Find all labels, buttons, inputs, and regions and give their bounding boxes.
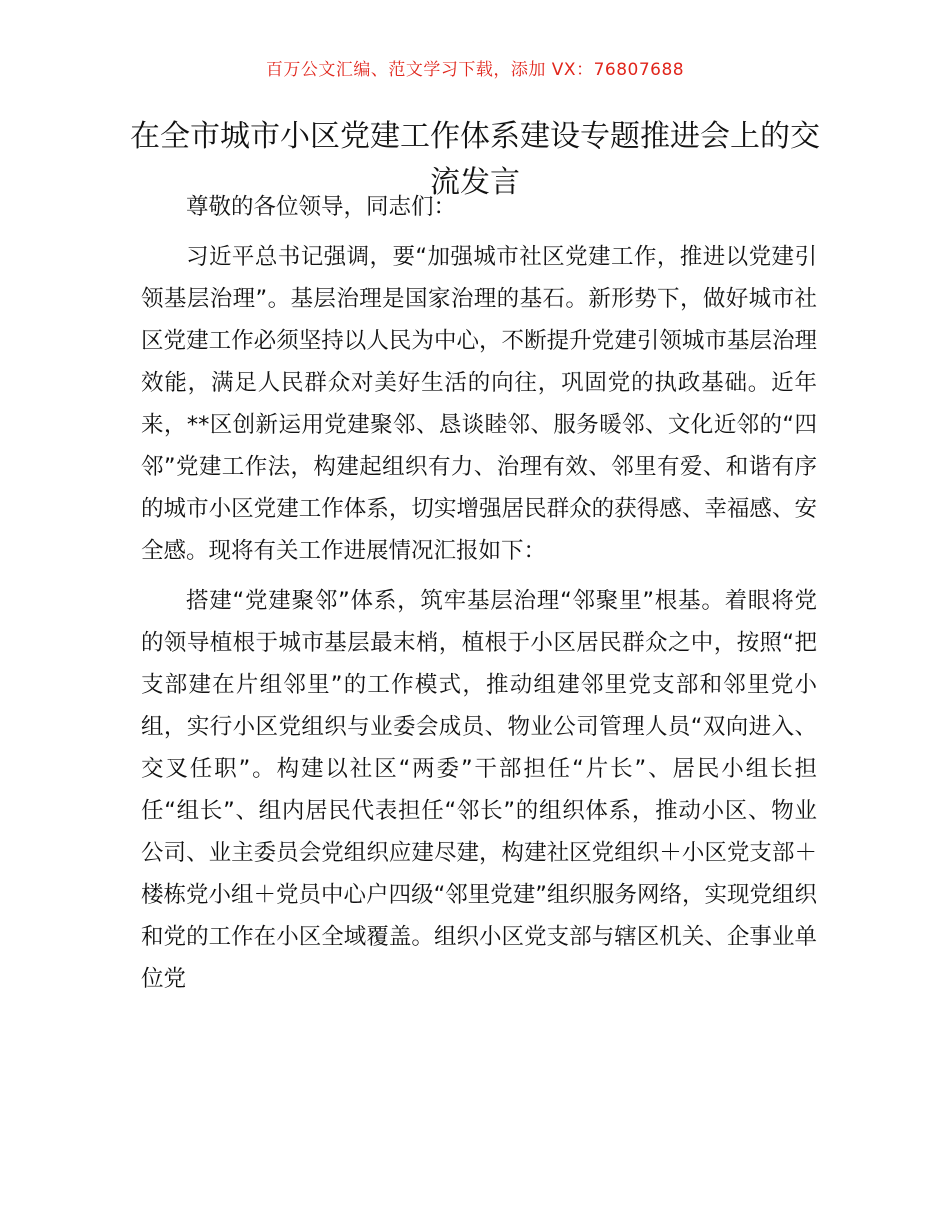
paragraph-party-building: 搭建“党建聚邻”体系，筑牢基层治理“邻聚里”根基。着眼将党的领导植根于城市基层最末梢，植根于小区居民群众之中，按照“把支部建在片组邻里”的工作模式，推动组建邻里党支部和邻里党小组，实行小区党组织与业委会成员、物业公司管理人员“双向进入、交叉任职”。构建以社区“两委”干部担任“片长”、居民小组长担任“组长”、组内居民代表担任“邻长”的组织体系，推动小区、物业公司、业主委员会党组织应建尽建，构建社区党组织＋小区党支部＋楼栋党小组＋党员中心户四级“邻里党建”组织服务网络，实现党组织和党的工作在小区全域覆盖。组织小区党支部与辖区机关、企事业单位党	[141, 588, 817, 992]
salutation: 尊敬的各位领导，同志们：	[186, 194, 457, 220]
paragraph-intro: 习近平总书记强调，要“加强城市社区党建工作，推进以党建引领基层治理”。基层治理是国家治理的基石。新形势下，做好城市社区党建工作必须坚持以人民为中心，不断提升党建引领城市基层治理效能，满足人民群众对美好生活的向往，巩固党的执政基础。近年来，**区创新运用党建聚邻、恳谈睦邻、服务暖邻、文化近邻的“四邻”党建工作法，构建起组织有力、治理有效、邻里有爱、和谐有序的城市小区党建工作体系，切实增强居民群众的获得感、幸福感、安全感。现将有关工作进展情况汇报如下：	[141, 244, 817, 564]
document-title: 在全市城市小区党建工作体系建设专题推进会上的交流发言	[130, 119, 820, 200]
document-body	[141, 186, 817, 1000]
watermark-banner: 百万公文汇编、范文学习下载，添加 VX：76807688	[265, 60, 685, 80]
